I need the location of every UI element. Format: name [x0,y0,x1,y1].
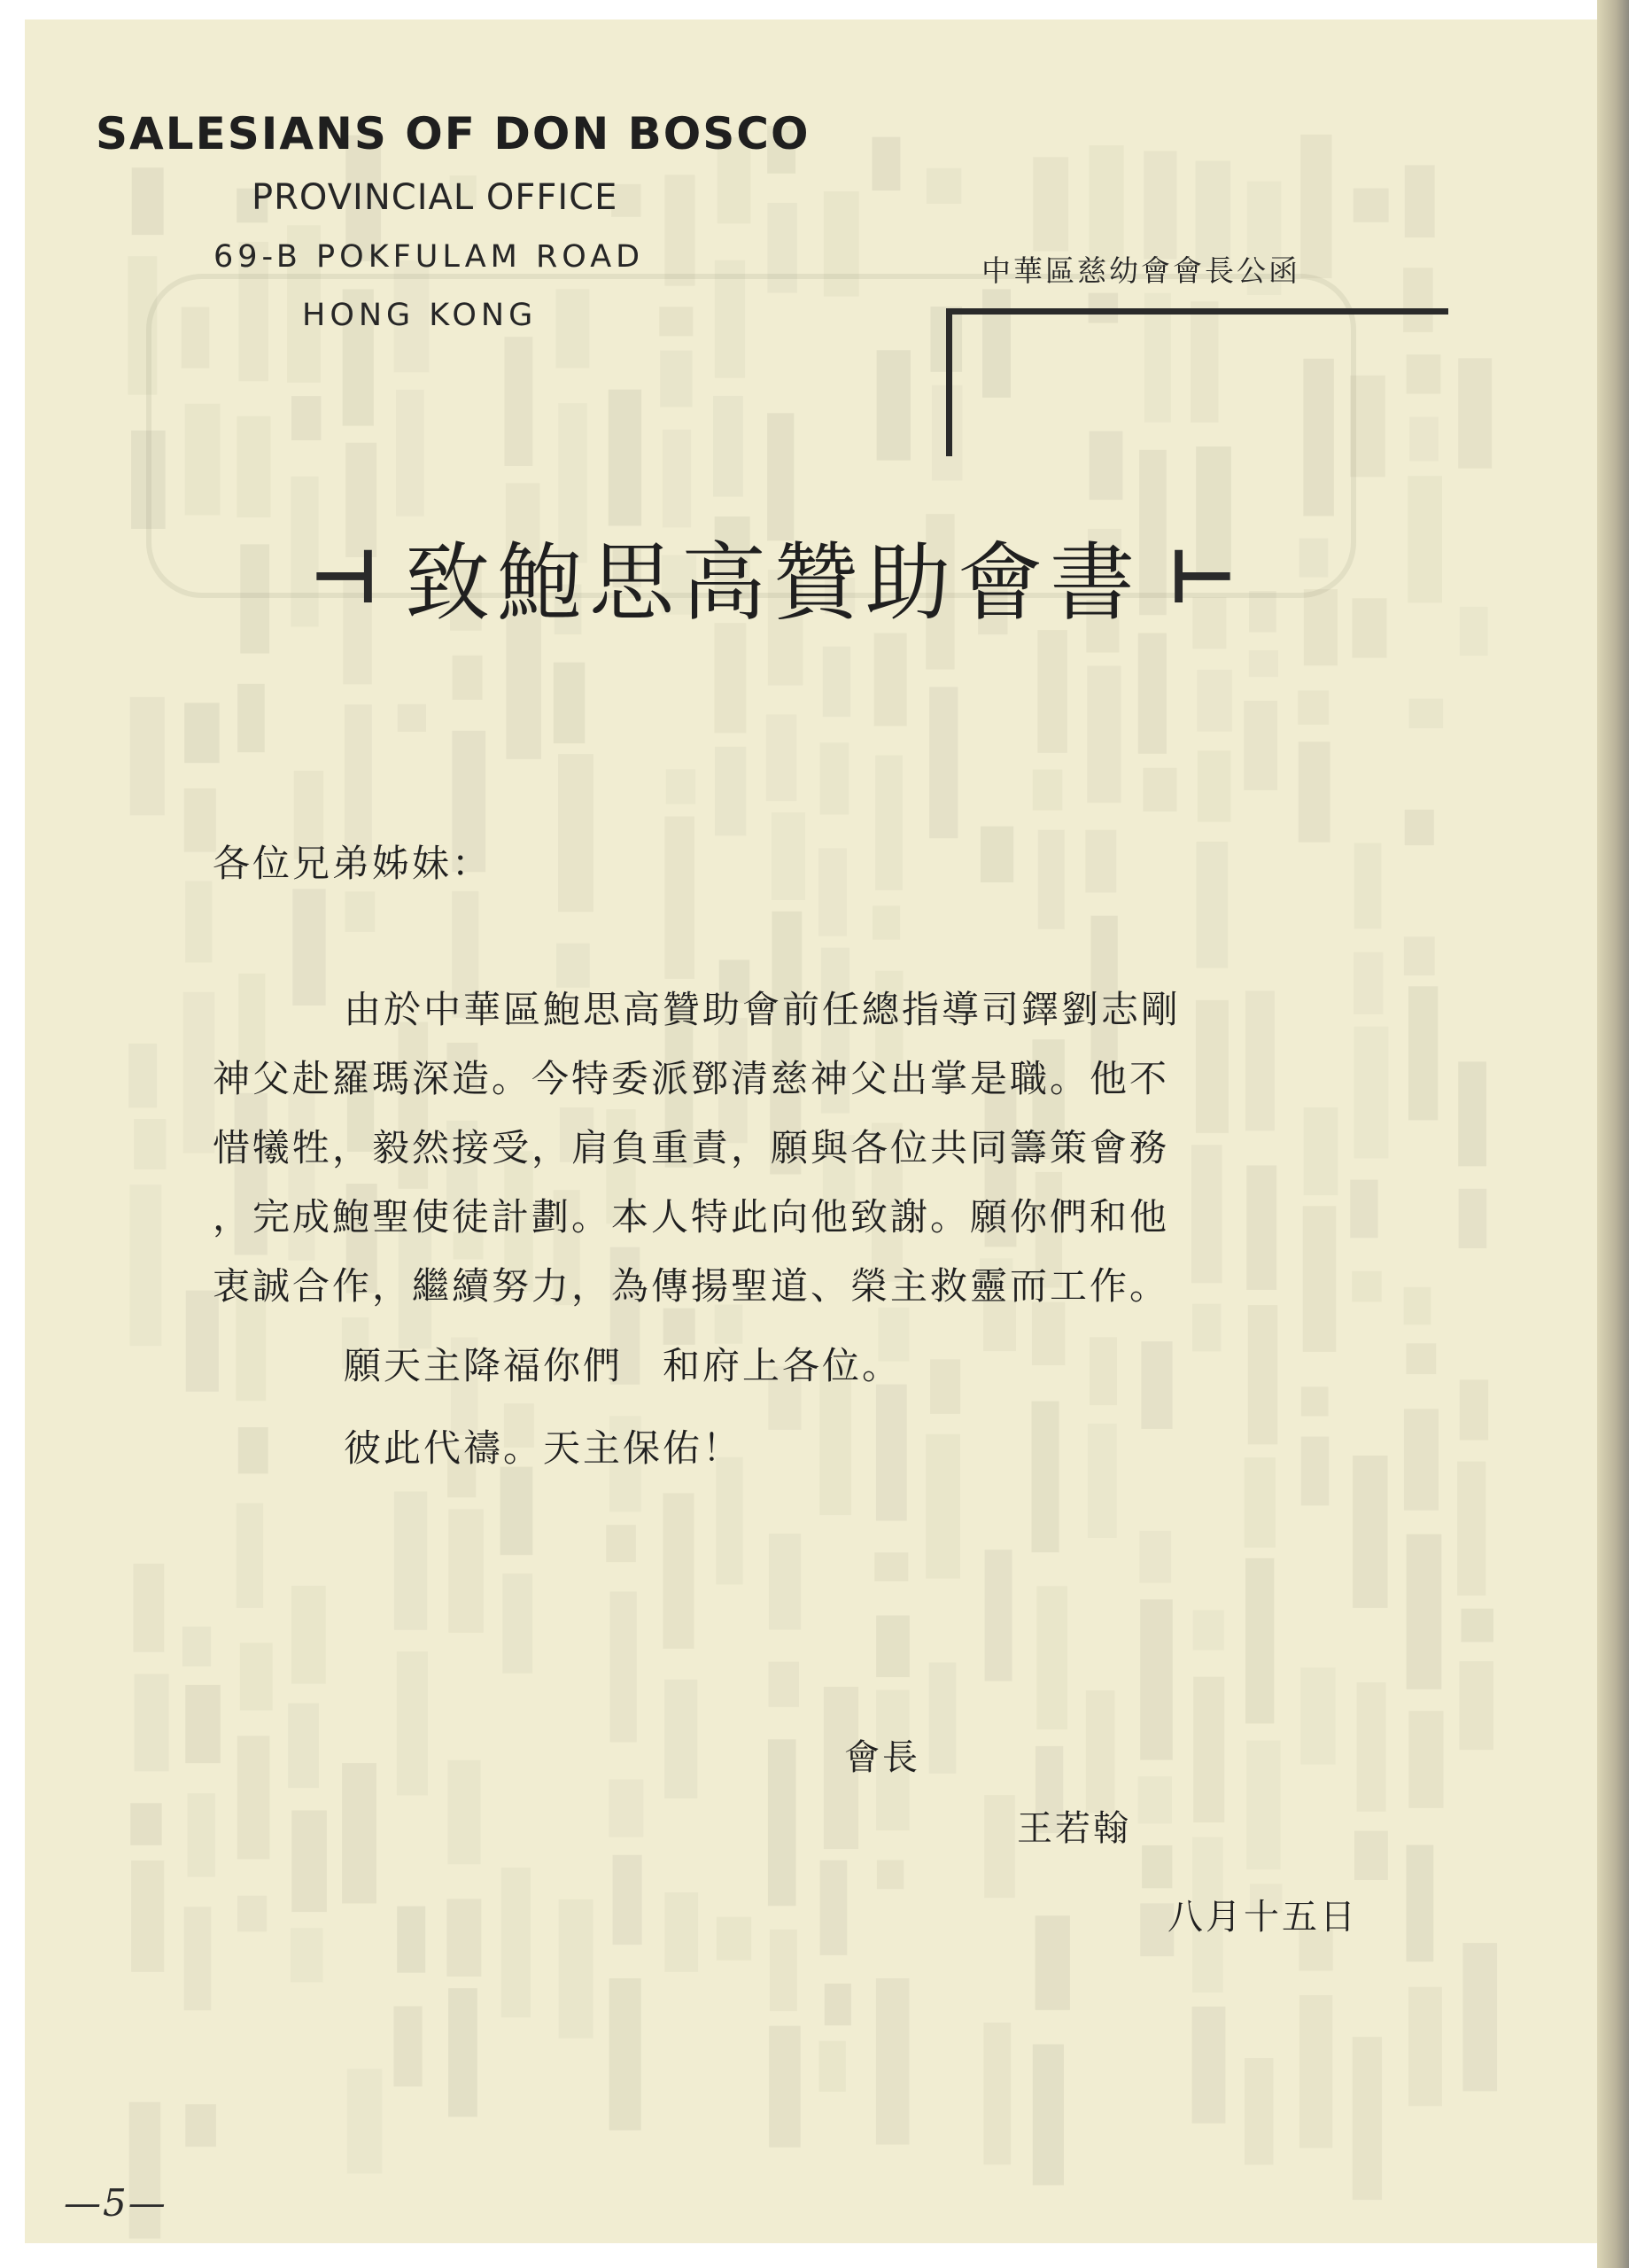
show-through-mark [1353,1456,1387,1608]
show-through-mark [1459,1189,1487,1248]
show-through-mark [1088,1424,1117,1538]
show-through-mark [609,390,641,526]
show-through-mark [1299,742,1330,843]
show-through-mark [820,1860,848,1955]
show-through-mark [500,1467,533,1556]
show-through-mark [1197,670,1231,732]
show-through-mark [769,2026,801,2148]
letterhead-street: 69-B POKFULAM ROAD [213,239,645,275]
show-through-mark [1193,1610,1224,1650]
show-through-mark [1407,1534,1442,1689]
show-through-mark [1404,1287,1431,1324]
show-through-mark [1407,1845,1434,1962]
show-through-mark [182,1627,211,1666]
show-through-mark [1354,189,1389,222]
show-through-mark [874,1552,908,1581]
show-through-mark [448,1509,483,1632]
show-through-mark [666,769,695,804]
show-through-mark [818,848,847,936]
show-through-mark [929,687,958,838]
show-through-mark [985,1550,1012,1681]
show-through-mark [1405,165,1435,237]
show-through-mark [1249,650,1278,677]
show-through-mark [345,891,375,932]
show-through-mark [559,1899,593,2039]
show-through-mark [1142,1845,1172,1888]
show-through-mark [1460,1661,1493,1750]
show-through-mark [184,788,216,852]
show-through-mark [237,684,265,752]
show-through-mark [1405,810,1434,845]
show-through-mark [291,396,321,440]
show-through-mark [1354,1830,1388,1879]
show-through-mark [876,1978,909,2145]
show-through-mark [1352,598,1386,657]
show-through-mark [1198,750,1231,821]
show-through-mark [874,633,907,726]
show-through-mark [237,1736,270,1859]
show-through-mark [1352,1271,1381,1302]
show-through-mark [824,191,859,297]
show-through-mark [554,663,585,743]
show-through-mark [1460,1379,1488,1440]
show-through-mark [823,647,850,717]
blessing-line: 願天主降福你們 和府上各位。 [344,1344,903,1387]
show-through-mark [185,2104,216,2147]
letterhead-chinese-tag: 中華區慈幼會會長公函 [981,253,1300,288]
show-through-mark [770,1930,797,2011]
body-line: ，完成鮑聖使徒計劃。本人特此向他致謝。願你們和他 [213,1195,1170,1239]
show-through-mark [877,350,911,460]
signature-name: 王若翰 [1017,1808,1131,1849]
show-through-mark [288,1704,319,1789]
show-through-mark [876,1385,907,1521]
show-through-mark [766,714,796,801]
show-through-mark [715,260,745,378]
show-through-mark [664,1680,697,1798]
show-through-mark [131,1860,164,1972]
show-through-mark [1404,1409,1439,1511]
show-through-mark [930,1359,960,1414]
show-through-mark [128,256,157,394]
show-through-mark [185,1685,221,1763]
show-through-mark [393,2007,422,2087]
show-through-mark [185,881,212,962]
show-through-mark [1139,1531,1171,1583]
show-through-mark [132,167,164,235]
show-through-mark [606,1525,636,1562]
show-through-mark [1354,952,1383,1014]
show-through-mark [1409,699,1443,728]
show-through-mark [1036,1586,1067,1729]
show-through-mark [1038,830,1065,929]
show-through-mark [183,992,215,1153]
show-through-mark [929,1663,957,1774]
show-through-mark [717,1917,751,1961]
show-through-mark [292,889,325,1006]
show-through-mark [1408,476,1442,602]
show-through-mark [1144,151,1176,259]
show-through-mark [1457,1462,1485,1596]
show-through-mark [501,1868,531,2017]
show-through-mark [1303,1206,1337,1352]
show-through-mark [1032,1302,1065,1365]
show-through-mark [182,307,210,369]
show-through-mark [1408,1711,1443,1808]
show-through-mark [502,1573,532,1673]
show-through-mark [134,1119,166,1169]
show-through-mark [184,1907,212,2010]
show-through-mark [927,168,961,204]
show-through-mark [1089,145,1123,262]
show-through-mark [135,1674,169,1771]
show-through-mark [1033,770,1063,811]
show-through-mark [1248,1305,1277,1444]
show-through-mark [1353,2037,1382,2200]
show-through-mark [1408,986,1438,1120]
show-through-mark [1191,1145,1222,1283]
show-through-mark [397,1907,425,1973]
show-through-mark [446,1899,481,1977]
show-through-mark [1300,1667,1335,1764]
show-through-mark [504,337,532,466]
show-through-mark [1245,1457,1276,1548]
show-through-mark [347,2069,383,2173]
show-through-mark [769,1662,799,1707]
show-through-mark [453,656,483,700]
body-line: 由於中華區鮑思高贊助會前任總指導司鐸劉志剛 [344,988,1182,1031]
show-through-mark [663,430,691,528]
show-through-mark [291,1928,322,1982]
show-through-mark [185,404,221,516]
show-through-mark [130,1803,161,1845]
show-through-mark [1032,1402,1059,1553]
show-through-mark [872,137,900,190]
letterhead-city: HONG KONG [302,298,538,333]
body-line: 衷誠合作，繼續努力，為傳揚聖道、榮主救靈而工作。 [213,1264,1170,1308]
show-through-mark [1193,1677,1224,1822]
show-through-mark [1036,1915,1070,2009]
show-through-mark [291,1810,327,1912]
show-through-mark [663,1493,694,1648]
show-through-mark [660,351,692,408]
show-through-mark [237,416,270,517]
show-through-mark [1460,607,1488,656]
show-through-mark [131,431,166,529]
closing-line: 彼此代禱。天主保佑！ [344,1426,743,1470]
show-through-mark [1301,1386,1329,1416]
show-through-mark [240,1643,273,1710]
show-through-mark [128,1044,157,1108]
show-through-mark [767,203,796,293]
show-through-mark [1140,1599,1173,1759]
show-through-mark [1245,2058,1274,2164]
show-through-mark [1246,1741,1280,1870]
show-through-mark [1037,630,1067,753]
show-through-mark [1086,1690,1114,1813]
paper-sheet [25,19,1597,2243]
show-through-mark [1462,1943,1497,2091]
show-through-mark [188,1793,215,1876]
show-through-mark [447,1760,480,1864]
show-through-mark [1197,842,1229,968]
show-through-mark [981,827,1013,882]
show-through-mark [1354,1027,1388,1159]
title-left-mark: ⊣ [310,532,378,620]
title-text: 致鮑思高贊助會書 [405,533,1142,633]
letterhead-office: PROVINCIAL OFFICE [252,177,618,218]
show-through-mark [926,1434,960,1579]
show-through-mark [984,1795,1015,1898]
show-through-mark [291,1586,326,1684]
show-through-mark [558,754,593,912]
show-through-mark [1408,1987,1442,2106]
show-through-mark [1354,843,1382,929]
show-through-mark [1404,936,1435,975]
show-through-mark [237,1503,263,1608]
salutation: 各位兄弟姊妹： [213,842,493,885]
show-through-mark [238,1427,268,1473]
show-through-mark [130,697,165,815]
show-through-mark [613,1855,642,1945]
show-through-mark [1407,1343,1437,1374]
show-through-mark [664,1892,698,1972]
show-through-mark [1301,1437,1329,1506]
show-through-mark [1245,1558,1274,1724]
show-through-mark [1246,1165,1276,1290]
show-through-mark [769,1534,801,1629]
body-line: 神父赴羅瑪深造。今特委派鄧清慈神父出掌是職。他不 [213,1057,1170,1100]
title-right-mark: ⊢ [1168,532,1237,620]
show-through-mark [1085,830,1116,893]
show-through-mark [875,756,903,890]
signature-role: 會長 [844,1737,920,1778]
show-through-mark [1033,2044,1064,2185]
show-through-mark [876,1616,910,1678]
show-through-mark [184,703,219,763]
show-through-mark [1300,135,1331,278]
show-through-mark [1033,157,1068,251]
show-through-mark [1458,358,1492,468]
page-number: —5— [64,2181,167,2225]
show-through-mark [394,1492,427,1630]
show-through-mark [1244,701,1277,790]
show-through-mark [1141,1341,1172,1429]
show-through-mark [397,1651,428,1795]
show-through-mark [772,812,805,900]
letter-title [229,516,1318,637]
show-through-mark [1138,633,1167,754]
letterhead-organization: SALESIANS OF DON BOSCO [96,108,811,159]
show-through-mark [610,1592,637,1743]
show-through-mark [983,2023,1011,2164]
signature-date: 八月十五日 [1167,1897,1358,1938]
show-through-mark [873,905,900,939]
binding-edge [1597,0,1629,2268]
show-through-mark [1357,1682,1386,1812]
show-through-mark [609,1779,643,1837]
show-through-mark [609,1978,641,2130]
show-through-mark [342,1763,376,1903]
show-through-mark [237,1896,267,1932]
show-through-mark [1138,1776,1172,1823]
show-through-mark [1196,1000,1229,1133]
show-through-mark [768,1739,796,1906]
show-through-mark [1192,1304,1221,1352]
show-through-mark [133,1564,164,1652]
show-through-mark [1090,1337,1117,1405]
show-through-mark [1245,990,1275,1130]
show-through-mark [825,1984,851,2025]
show-through-mark [714,623,746,733]
corner-bracket-rule [946,308,1448,456]
show-through-mark [877,1860,904,1890]
show-through-mark [555,289,589,368]
show-through-mark [1143,768,1176,812]
show-through-mark [398,704,426,732]
body-line: 惜犧牲，毅然接受，肩負重責，願與各位共同籌策會務 [213,1126,1170,1169]
show-through-mark [1298,691,1329,725]
show-through-mark [1087,665,1121,803]
show-through-mark [820,742,849,814]
show-through-mark [1304,1107,1338,1195]
show-through-mark [715,747,746,835]
show-through-mark [1299,1995,1332,2148]
show-through-mark [664,817,694,979]
show-through-mark [448,1988,477,2117]
show-through-mark [1192,2007,1226,2124]
show-through-mark [1461,1609,1493,1643]
show-through-mark [129,1184,161,1346]
show-through-mark [713,396,743,497]
show-through-mark [818,2041,845,2092]
show-through-mark [1458,1061,1486,1166]
show-through-mark [396,390,424,517]
show-through-mark [664,175,694,285]
show-through-mark [716,1457,742,1585]
show-through-mark [659,307,693,336]
show-through-mark [1350,1180,1377,1239]
